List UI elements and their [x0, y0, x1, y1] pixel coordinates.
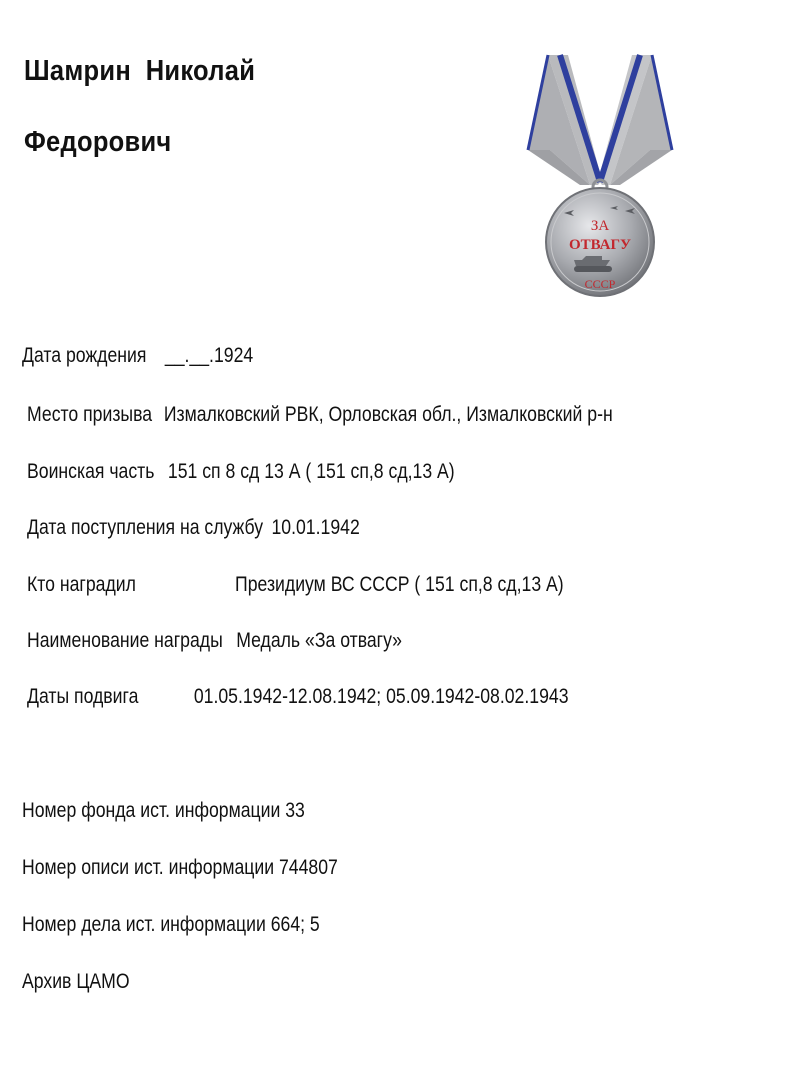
- feat-dates-value: 01.05.1942-12.08.1942; 05.09.1942-08.02.1943: [193, 685, 569, 708]
- service-start-label: Дата поступления на службу: [27, 516, 264, 539]
- draft-place-row: [27, 402, 613, 428]
- medal-inscription-3: СССР: [584, 277, 616, 291]
- birth-date-value: __.__.1924: [164, 344, 254, 367]
- feat-dates-row: [27, 684, 569, 710]
- medal-ribbon: [528, 55, 672, 185]
- award-name-value: Медаль «За отвагу»: [236, 629, 402, 652]
- draft-place-value: Измалковский РВК, Орловская обл., Измалковский р-н: [163, 403, 613, 426]
- person-name: Шамрин Николай: [24, 55, 256, 87]
- fund-number: Номер фонда ист. информации 33: [22, 799, 305, 822]
- person-patronymic: Федорович: [24, 126, 172, 158]
- award-name-label: Наименование награды: [27, 629, 223, 652]
- feat-dates-label: Даты подвига: [27, 685, 139, 708]
- military-unit-label: Воинская часть: [27, 460, 155, 483]
- medal-inscription-1: ЗА: [590, 218, 610, 234]
- birth-date-row: [22, 343, 253, 369]
- medal-for-courage-icon: [520, 50, 680, 300]
- awarded-by-label: Кто наградил: [27, 573, 136, 596]
- awarded-by-row: [27, 572, 564, 598]
- draft-place-label: Место призыва: [27, 403, 153, 426]
- medal-inscription-2: ОТВАГУ: [568, 237, 632, 253]
- service-start-row: [27, 515, 360, 541]
- birth-date-label: Дата рождения: [22, 344, 147, 367]
- awarded-by-value: Президиум ВС СССР ( 151 сп,8 сд,13 А): [235, 573, 564, 596]
- inventory-number: Номер описи ист. информации 744807: [22, 856, 338, 879]
- military-unit-row: [27, 459, 455, 485]
- case-number: Номер дела ист. информации 664; 5: [22, 913, 320, 936]
- service-start-value: 10.01.1942: [271, 516, 360, 539]
- award-name-row: [27, 628, 402, 654]
- archive-name: Архив ЦАМО: [22, 970, 130, 993]
- military-unit-value: 151 сп 8 сд 13 А ( 151 сп,8 сд,13 А): [167, 460, 455, 483]
